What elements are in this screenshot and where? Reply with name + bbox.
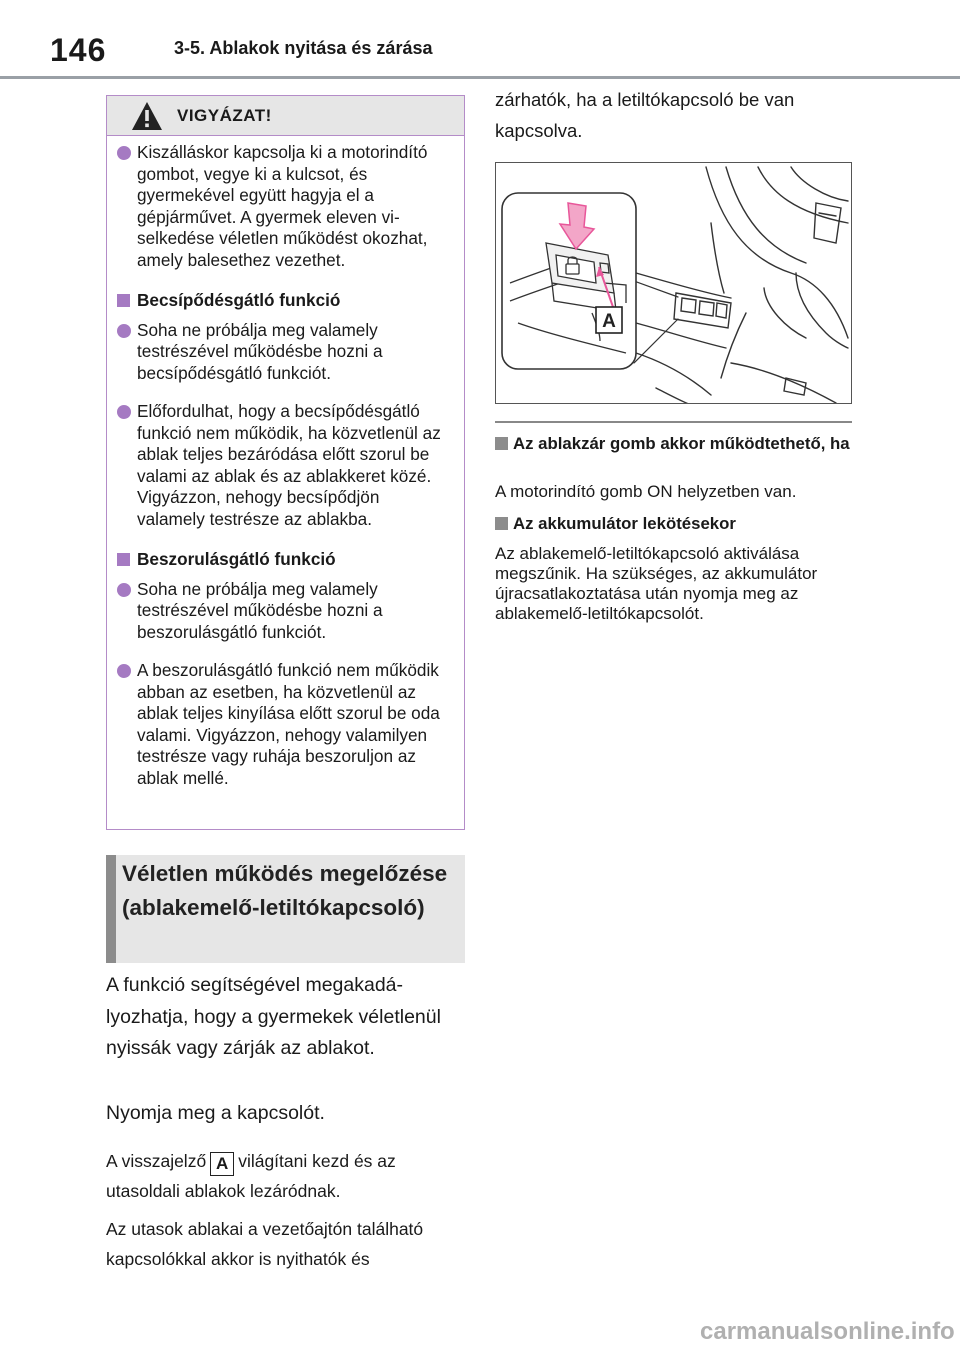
bullet-dot-icon bbox=[117, 664, 131, 678]
caution-bullet-text: Soha ne próbálja meg valamely testrészével működésbe hozni a becsípődésgátló funkciót. bbox=[137, 319, 383, 383]
bullet-dot-icon bbox=[117, 324, 131, 338]
bullet-dot-icon bbox=[117, 405, 131, 419]
caution-bullet bbox=[117, 660, 450, 789]
caution-header bbox=[107, 96, 464, 136]
caution-bullet-text: A beszorulásgátló funkció nem működik abban az esetben, ha közvetlenül az ablak teljes kinyílása előtt szorul be oda valami. Vigyázzon, nehogy valamilyen testrésze vagy ruhája beszoruljon az ablak mellé. bbox=[137, 660, 440, 788]
result-text-before: A visszajelző bbox=[106, 1151, 207, 1171]
caution-bullet bbox=[117, 579, 450, 644]
note-heading-text: Az akkumulátor lekötésekor bbox=[513, 514, 736, 533]
section-heading-box bbox=[106, 855, 465, 963]
note-heading bbox=[495, 514, 855, 534]
square-bullet-icon bbox=[117, 553, 130, 566]
caution-bullet-text: Előfordulhat, hogy a becsípődésgátló funkció nem működik, ha közvetlenül az ablak teljes bezáródása előtt szorul be valami az ablak és az ablakkeret közé. Vigyázzon, nehogy becsípődjön valamely testrésze az ablakba. bbox=[137, 401, 441, 529]
result-text-after: világítani kezd és az utasoldali ablakok lezáródnak. bbox=[106, 1151, 396, 1201]
caution-subheading-text: Beszorulásgátló funkció bbox=[137, 549, 336, 569]
lock-switch-illustration bbox=[495, 162, 852, 404]
page-number: 146 bbox=[50, 32, 107, 68]
bullet-dot-icon bbox=[117, 583, 131, 597]
caution-bullet bbox=[117, 401, 450, 530]
figure-divider bbox=[495, 421, 852, 423]
heading-accent-bar bbox=[106, 855, 116, 963]
intro-paragraph: A funkció segítségével megakadályozhatja, hogy a gyermekek véletlenül nyissák vagy zárják az ablakot. bbox=[106, 974, 441, 1059]
indicator-label-a: A bbox=[210, 1152, 234, 1176]
bullet-dot-icon bbox=[117, 146, 131, 160]
watermark: carmanualsonline.info bbox=[700, 1318, 955, 1345]
caution-bullet-text: Kiszálláskor kapcsolja ki a motorindító gombot, vegye ki a kulcsot, és gyermekével együtt hagyja el a gépjárművet. A gyermek eleven viselkedése véletlen működést okozhat, amely balesethez vezethet. bbox=[137, 142, 428, 270]
caution-bullet bbox=[117, 142, 450, 271]
caution-box bbox=[106, 95, 465, 830]
result-paragraph bbox=[106, 1146, 466, 1206]
note-heading bbox=[495, 434, 855, 454]
caution-subheading-text: Becsípődésgátló funkció bbox=[137, 290, 341, 310]
square-bullet-icon bbox=[495, 517, 508, 530]
note-heading-text: Az ablakzár gomb akkor működtethető, ha bbox=[513, 434, 850, 453]
passenger-note: Az utasok ablakai a vezetőajtón található kapcsolókkal akkor is nyithatók és bbox=[106, 1219, 424, 1269]
note-body: Az ablakemelő-letiltókapcsoló aktiválása megszűnik. Ha szükséges, az akkumulátor újracsatlakoztatása után nyomja meg az ablakemelő-letiltókapcsolót. bbox=[495, 544, 818, 623]
caution-subheading bbox=[117, 549, 450, 571]
instruction-text: Nyomja meg a kapcsolót. bbox=[106, 1102, 325, 1124]
note-body: A motorindító gomb ON helyzetben van. bbox=[495, 482, 797, 501]
caution-title: VIGYÁZAT! bbox=[177, 106, 272, 125]
header-divider bbox=[0, 76, 960, 79]
caution-body bbox=[107, 142, 464, 789]
section-heading: Véletlen működés megelőzése (ablakemelő-letiltókapcsoló) bbox=[122, 861, 448, 920]
illustration-drawing bbox=[496, 163, 852, 404]
warning-triangle-icon bbox=[131, 101, 163, 131]
caution-bullet bbox=[117, 320, 450, 385]
section-title: 3-5. Ablakok nyitása és zárása bbox=[174, 38, 433, 58]
square-bullet-icon bbox=[495, 437, 508, 450]
callout-label-a: A bbox=[602, 311, 616, 332]
square-bullet-icon bbox=[117, 294, 130, 307]
caution-bullet-text: Soha ne próbálja meg valamely testrészével működésbe hozni a beszorulásgátló funkciót. bbox=[137, 578, 383, 642]
caution-subheading bbox=[117, 290, 450, 312]
continuation-text: zárhatók, ha a letiltókapcsoló be van kapcsolva. bbox=[495, 89, 795, 141]
